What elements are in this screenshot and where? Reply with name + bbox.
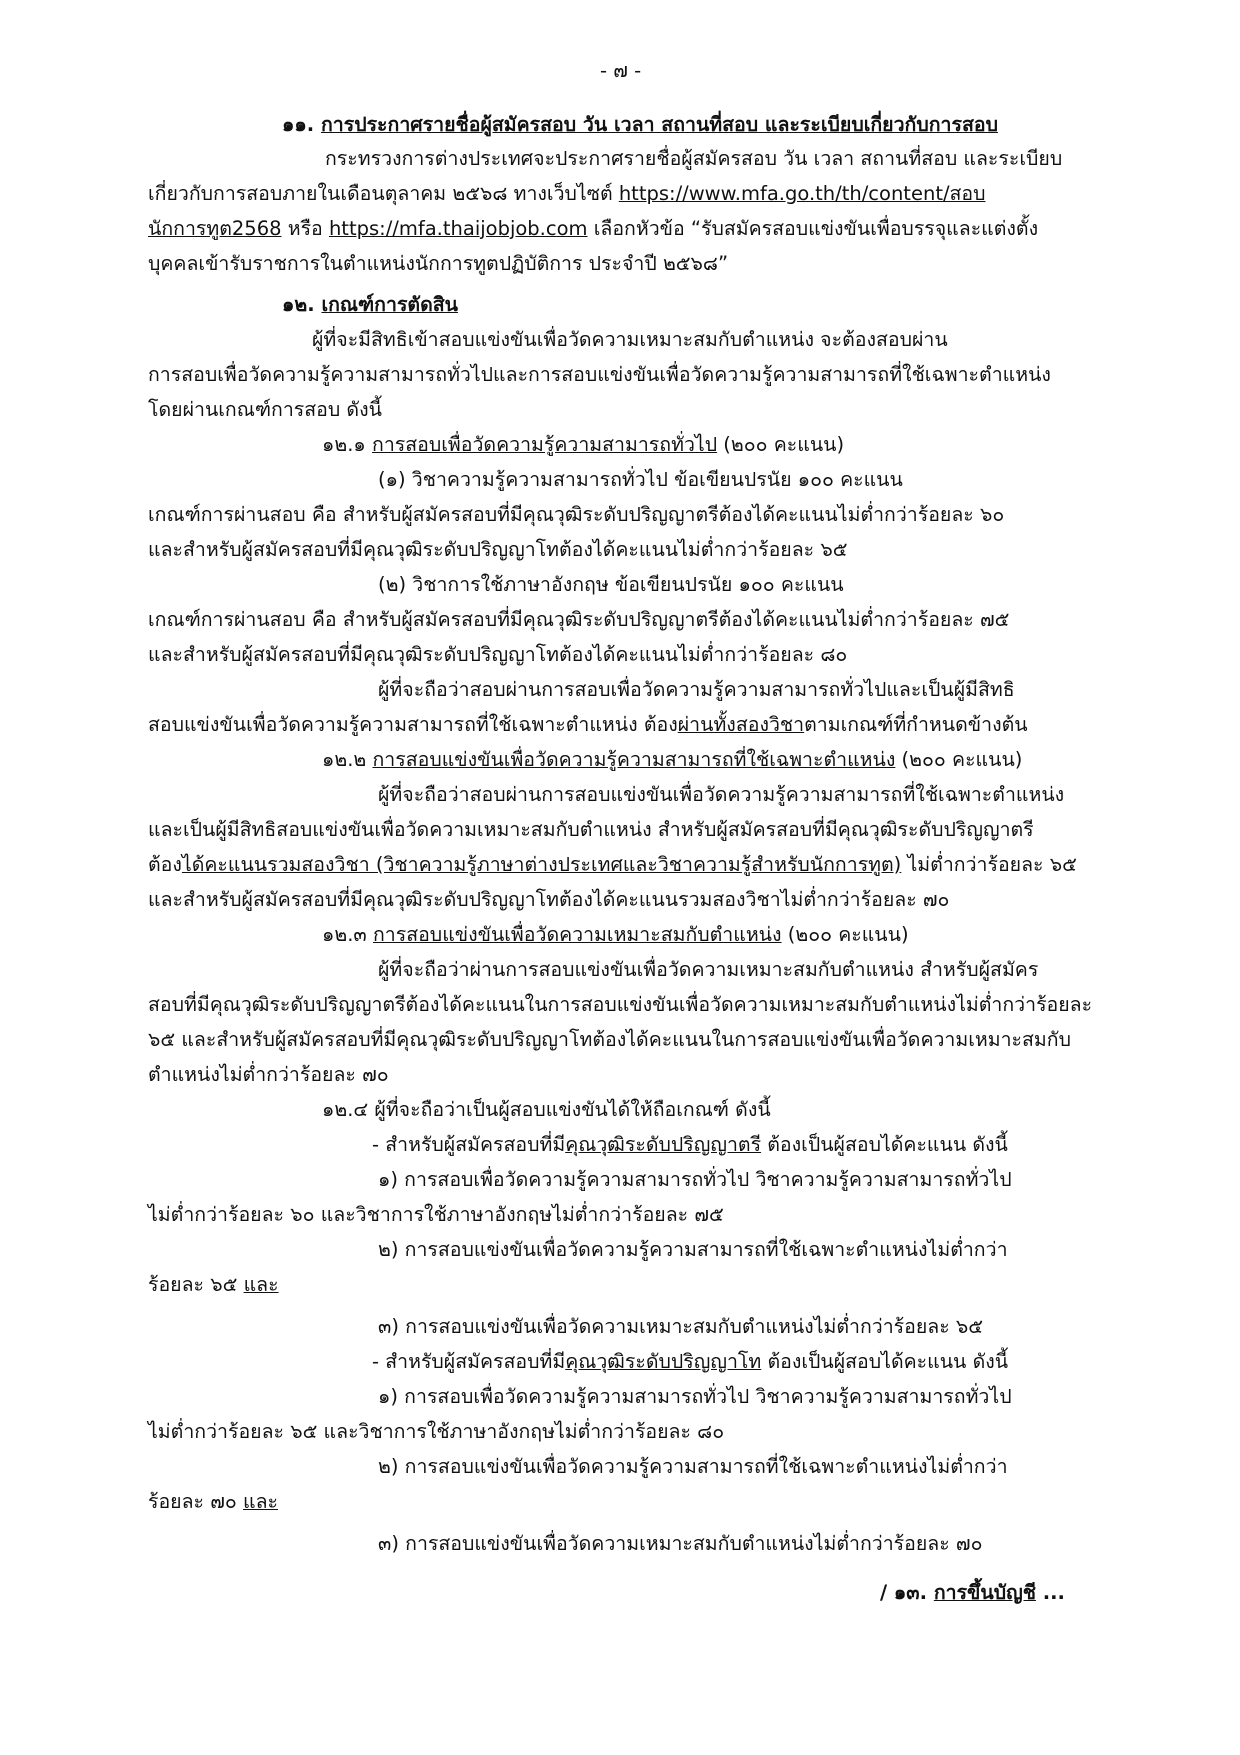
subsection-number: ๑๒.๓ bbox=[322, 923, 373, 946]
subsection-title: การสอบแข่งขันเพื่อวัดความเหมาะสมกับตำแหน่ง bbox=[372, 923, 782, 946]
section-12-number: ๑๒. bbox=[282, 293, 315, 316]
emphasis-text: และ bbox=[243, 1490, 278, 1513]
bachelor-criteria-heading bbox=[372, 1132, 1008, 1158]
text-span: หรือ bbox=[281, 217, 329, 240]
list-item: ๓) การสอบแข่งขันเพื่อวัดความเหมาะสมกับตำแหน่งไม่ต่ำกว่าร้อยละ ๖๕ bbox=[378, 1315, 984, 1338]
paragraph-line: ๖๕ และสำหรับผู้สมัครสอบที่มีคุณวุฒิระดับปริญญาโทต้องได้คะแนนในการสอบแข่งขันเพื่อวัดความเหมาะสมกับ bbox=[148, 1028, 1071, 1051]
paragraph-line: และสำหรับผู้สมัครสอบที่มีคุณวุฒิระดับปริญญาโทต้องได้คะแนนไม่ต่ำกว่าร้อยละ ๖๕ bbox=[148, 538, 848, 561]
paragraph-line: ผู้ที่จะถือว่าสอบผ่านการสอบเพื่อวัดความรู้ความสามารถทั่วไปและเป็นผู้มีสิทธิ bbox=[378, 678, 1015, 701]
text-span: ตามเกณฑ์ที่กำหนดข้างต้น bbox=[804, 713, 1028, 736]
subsection-points: (๒๐๐ คะแนน) bbox=[717, 433, 845, 456]
list-item: ๑) การสอบเพื่อวัดความรู้ความสามารถทั่วไป วิชาความรู้ความสามารถทั่วไป bbox=[378, 1385, 1012, 1408]
subsection-title: การสอบเพื่อวัดความรู้ความสามารถทั่วไป bbox=[372, 433, 718, 456]
subsection-points: (๒๐๐ คะแนน) bbox=[895, 748, 1023, 771]
section-11-heading bbox=[282, 112, 998, 138]
text-span: ต้องเป็นผู้สอบได้คะแนน ดังนี้ bbox=[761, 1350, 1009, 1373]
paragraph-line: และสำหรับผู้สมัครสอบที่มีคุณวุฒิระดับปริญญาโทต้องได้คะแนนไม่ต่ำกว่าร้อยละ ๘๐ bbox=[148, 643, 848, 666]
text-span: - สำหรับผู้สมัครสอบที่มี bbox=[372, 1350, 566, 1373]
emphasis-text: และ bbox=[243, 1273, 279, 1296]
text-span: - สำหรับผู้สมัครสอบที่มี bbox=[372, 1133, 566, 1156]
text-span: ไม่ต่ำกว่าร้อยละ ๖๕ bbox=[901, 853, 1077, 876]
paragraph-line: เกณฑ์การผ่านสอบ คือ สำหรับผู้สมัครสอบที่มีคุณวุฒิระดับปริญญาตรีต้องได้คะแนนไม่ต่ำกว่าร้อยละ ๗๕ bbox=[148, 608, 1010, 631]
text-span: / ๑๓. bbox=[880, 1581, 934, 1604]
paragraph-line: ผู้ที่จะมีสิทธิเข้าสอบแข่งขันเพื่อวัดความเหมาะสมกับตำแหน่ง จะต้องสอบผ่าน bbox=[312, 328, 948, 351]
paragraph-line: บุคคลเข้ารับราชการในตำแหน่งนักการทูตปฏิบัติการ ประจำปี ๒๕๖๘” bbox=[148, 252, 729, 275]
paragraph-line: (๒) วิชาการใช้ภาษาอังกฤษ ข้อเขียนปรนัย ๑๐๐ คะแนน bbox=[378, 573, 844, 596]
paragraph-line: กระทรวงการต่างประเทศจะประกาศรายชื่อผู้สมัครสอบ วัน เวลา สถานที่สอบ และระเบียบ bbox=[325, 147, 1063, 170]
paragraph-line: ตำแหน่งไม่ต่ำกว่าร้อยละ ๗๐ bbox=[148, 1063, 389, 1086]
paragraph-line: และสำหรับผู้สมัครสอบที่มีคุณวุฒิระดับปริญญาโทต้องได้คะแนนรวมสองวิชาไม่ต่ำกว่าร้อยละ ๗๐ bbox=[148, 888, 950, 911]
thaijobjob-link[interactable]: https://mfa.thaijobjob.com bbox=[328, 217, 588, 240]
paragraph-line: เกณฑ์การผ่านสอบ คือ สำหรับผู้สมัครสอบที่มีคุณวุฒิระดับปริญญาตรีต้องได้คะแนนไม่ต่ำกว่าร้อยละ ๖๐ bbox=[148, 503, 1005, 526]
emphasis-text: ได้คะแนนรวมสองวิชา (วิชาความรู้ภาษาต่างประเทศและวิชาความรู้สำหรับนักการทูต) bbox=[181, 853, 902, 876]
paragraph-line: ผู้ที่จะถือว่าสอบผ่านการสอบแข่งขันเพื่อวัดความรู้ความสามารถที่ใช้เฉพาะตำแหน่ง bbox=[378, 783, 1065, 806]
emphasis-text: คุณวุฒิระดับปริญญาโท bbox=[565, 1350, 762, 1373]
subsection-12-4-heading: ๑๒.๔ ผู้ที่จะถือว่าเป็นผู้สอบแข่งขันได้ให้ถือเกณฑ์ ดังนี้ bbox=[322, 1098, 771, 1121]
section-12-title: เกณฑ์การตัดสิน bbox=[321, 293, 458, 316]
paragraph-line: โดยผ่านเกณฑ์การสอบ ดังนี้ bbox=[148, 398, 382, 421]
subsection-number: ๑๒.๒ bbox=[322, 748, 373, 771]
section-11-title: การประกาศรายชื่อผู้สมัครสอบ วัน เวลา สถานที่สอบ และระเบียบเกี่ยวกับการสอบ bbox=[320, 113, 998, 136]
list-item: ๒) การสอบแข่งขันเพื่อวัดความรู้ความสามารถที่ใช้เฉพาะตำแหน่งไม่ต่ำกว่า bbox=[378, 1455, 1008, 1478]
list-item: ๒) การสอบแข่งขันเพื่อวัดความรู้ความสามารถที่ใช้เฉพาะตำแหน่งไม่ต่ำกว่า bbox=[378, 1238, 1008, 1261]
subsection-points: (๒๐๐ คะแนน) bbox=[781, 923, 909, 946]
paragraph-line bbox=[148, 852, 1077, 878]
mfa-website-link-cont[interactable]: นักการทูต2568 bbox=[148, 217, 282, 240]
list-item: ๑) การสอบเพื่อวัดความรู้ความสามารถทั่วไป วิชาความรู้ความสามารถทั่วไป bbox=[378, 1168, 1012, 1191]
paragraph-line bbox=[148, 216, 1038, 242]
emphasis-text: คุณวุฒิระดับปริญญาตรี bbox=[565, 1133, 762, 1156]
text-span: ... bbox=[1035, 1581, 1065, 1604]
text-span: สอบแข่งขันเพื่อวัดความรู้ความสามารถที่ใช้เฉพาะตำแหน่ง ต้อง bbox=[148, 713, 678, 736]
subsection-12-3-heading bbox=[322, 922, 909, 948]
list-item-cont: ไม่ต่ำกว่าร้อยละ ๖๕ และวิชาการใช้ภาษาอังกฤษไม่ต่ำกว่าร้อยละ ๘๐ bbox=[148, 1420, 725, 1443]
master-criteria-heading bbox=[372, 1349, 1008, 1375]
next-page-continuation bbox=[880, 1580, 1065, 1606]
paragraph-line: สอบที่มีคุณวุฒิระดับปริญญาตรีต้องได้คะแนนในการสอบแข่งขันเพื่อวัดความเหมาะสมกับตำแหน่งไม่ต่ำกว่าร้อยละ bbox=[148, 993, 1093, 1016]
list-item: ๓) การสอบแข่งขันเพื่อวัดความเหมาะสมกับตำแหน่งไม่ต่ำกว่าร้อยละ ๗๐ bbox=[378, 1532, 983, 1555]
text-span: ต้อง bbox=[148, 853, 182, 876]
section-11-number: ๑๑. bbox=[282, 113, 315, 136]
paragraph-line: การสอบเพื่อวัดความรู้ความสามารถทั่วไปและการสอบแข่งขันเพื่อวัดความรู้ความสามารถที่ใช้เฉพาะตำแหน่ง bbox=[148, 363, 1051, 386]
paragraph-line: (๑) วิชาความรู้ความสามารถทั่วไป ข้อเขียนปรนัย ๑๐๐ คะแนน bbox=[378, 468, 903, 491]
emphasis-text: ผ่านทั้งสองวิชา bbox=[677, 713, 805, 736]
subsection-number: ๑๒.๑ bbox=[322, 433, 373, 456]
subsection-12-1-heading bbox=[322, 432, 844, 458]
next-section-title: การขึ้นบัญชี bbox=[933, 1581, 1036, 1604]
paragraph-line: และเป็นผู้มีสิทธิสอบแข่งขันเพื่อวัดความเหมาะสมกับตำแหน่ง สำหรับผู้สมัครสอบที่มีคุณวุฒิระดับปริญญาตรี bbox=[148, 818, 1034, 841]
text-span: เกี่ยวกับการสอบภายในเดือนตุลาคม ๒๕๖๘ ทางเว็บไซต์ bbox=[148, 182, 619, 205]
list-item-cont bbox=[148, 1489, 278, 1515]
mfa-website-link[interactable]: https://www.mfa.go.th/th/content/สอบ bbox=[618, 182, 986, 205]
text-span: ร้อยละ ๖๕ bbox=[148, 1273, 244, 1296]
list-item-cont: ไม่ต่ำกว่าร้อยละ ๖๐ และวิชาการใช้ภาษาอังกฤษไม่ต่ำกว่าร้อยละ ๗๕ bbox=[148, 1203, 724, 1226]
paragraph-line: ผู้ที่จะถือว่าผ่านการสอบแข่งขันเพื่อวัดความเหมาะสมกับตำแหน่ง สำหรับผู้สมัคร bbox=[378, 958, 1039, 981]
section-12-heading bbox=[282, 292, 458, 318]
page-number: - ๗ - bbox=[600, 59, 642, 82]
subsection-12-2-heading bbox=[322, 747, 1022, 773]
paragraph-line bbox=[148, 712, 1028, 738]
list-item-cont bbox=[148, 1272, 279, 1298]
subsection-title: การสอบแข่งขันเพื่อวัดความรู้ความสามารถที่ใช้เฉพาะตำแหน่ง bbox=[372, 748, 896, 771]
text-span: เลือกหัวข้อ “รับสมัครสอบแข่งขันเพื่อบรรจุและแต่งตั้ง bbox=[587, 217, 1039, 240]
text-span: ต้องเป็นผู้สอบได้คะแนน ดังนี้ bbox=[761, 1133, 1008, 1156]
text-span: ร้อยละ ๗๐ bbox=[148, 1490, 243, 1513]
paragraph-line bbox=[148, 181, 986, 207]
